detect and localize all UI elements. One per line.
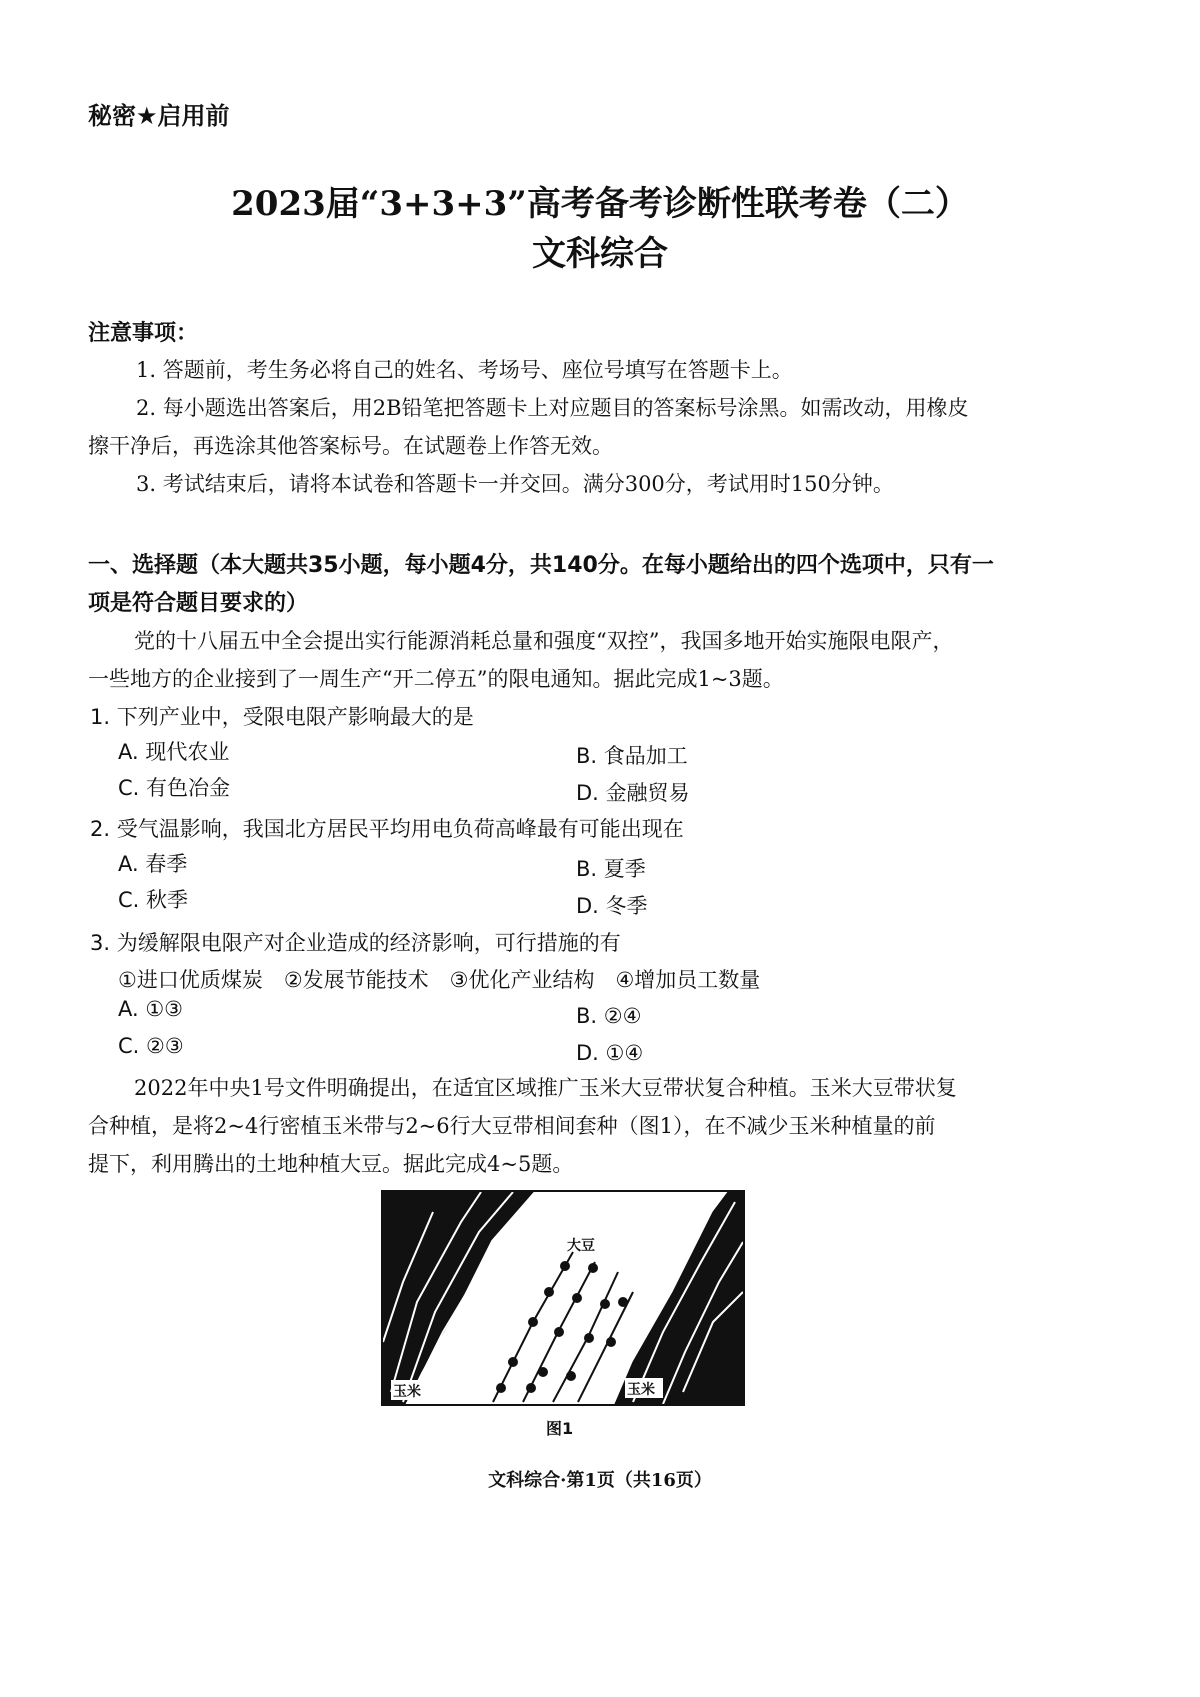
figure-intercropping (381, 1190, 745, 1406)
exam-subject: 文科综合 (532, 234, 668, 274)
secret-label: 秘密★启用前 (88, 102, 230, 130)
corn-label-right: 玉米 (627, 1382, 655, 1398)
option-d: D. 冬季 (576, 894, 648, 918)
passage-text: 一些地方的企业接到了一周生产“开二停五”的限电通知。据此完成1~3题。 (88, 667, 784, 691)
note-item: 3. 考试结束后，请将本试卷和答题卡一并交回。满分300分，考试用时150分钟。 (136, 472, 894, 496)
note-item: 1. 答题前，考生务必将自己的姓名、考场号、座位号填写在答题卡上。 (136, 358, 793, 382)
note-item: 擦干净后，再选涂其他答案标号。在试题卷上作答无效。 (88, 434, 613, 458)
section-heading: 项是符合题目要求的） (88, 591, 309, 616)
soybean-label: 大豆 (567, 1238, 595, 1254)
notes-heading: 注意事项： (88, 321, 199, 346)
option-b: B. ②④ (576, 1004, 642, 1028)
option-c: C. ②③ (118, 1034, 184, 1058)
passage-text: 党的十八届五中全会提出实行能源消耗总量和强度“双控”，我国多地开始实施限电限产， (134, 629, 954, 653)
corn-band-left (383, 1192, 533, 1404)
figure-caption: 图1 (546, 1419, 574, 1438)
soybean-band (493, 1252, 633, 1402)
option-d: D. 金融贸易 (576, 781, 690, 805)
passage-text: 2022年中央1号文件明确提出，在适宜区域推广玉米大豆带状复合种植。玉米大豆带状复 (134, 1076, 957, 1100)
option-b: B. 食品加工 (576, 744, 688, 768)
figure-illustration (383, 1192, 743, 1404)
option-a: A. ①③ (118, 997, 183, 1021)
question-choices: ①进口优质煤炭 ②发展节能技术 ③优化产业结构 ④增加员工数量 (118, 968, 761, 992)
passage-text: 提下，利用腾出的土地种植大豆。据此完成4~5题。 (88, 1152, 574, 1176)
question-stem: 2. 受气温影响，我国北方居民平均用电负荷高峰最有可能出现在 (90, 817, 684, 841)
corn-band-right (615, 1192, 743, 1404)
option-a: A. 现代农业 (118, 740, 230, 764)
option-a: A. 春季 (118, 852, 188, 876)
option-c: C. 秋季 (118, 888, 189, 912)
question-stem: 3. 为缓解限电限产对企业造成的经济影响，可行措施的有 (90, 931, 621, 955)
option-c: C. 有色冶金 (118, 776, 231, 800)
corn-label-left: 玉米 (393, 1384, 421, 1400)
passage-text: 合种植，是将2~4行密植玉米带与2~6行大豆带相间套种（图1），在不减少玉米种植量的前 (88, 1114, 936, 1138)
page-footer: 文科综合·第1页（共16页） (488, 1470, 712, 1491)
note-item: 2. 每小题选出答案后，用2B铅笔把答题卡上对应题目的答案标号涂黑。如需改动，用橡皮 (136, 396, 969, 420)
question-stem: 1. 下列产业中，受限电限产影响最大的是 (90, 705, 474, 729)
option-b: B. 夏季 (576, 857, 646, 881)
option-d: D. ①④ (576, 1041, 644, 1065)
exam-title: 2023届“3+3+3”高考备考诊断性联考卷（二） (231, 184, 969, 224)
section-heading: 一、选择题（本大题共35小题，每小题4分，共140分。在每小题给出的四个选项中，只有一 (88, 553, 994, 578)
